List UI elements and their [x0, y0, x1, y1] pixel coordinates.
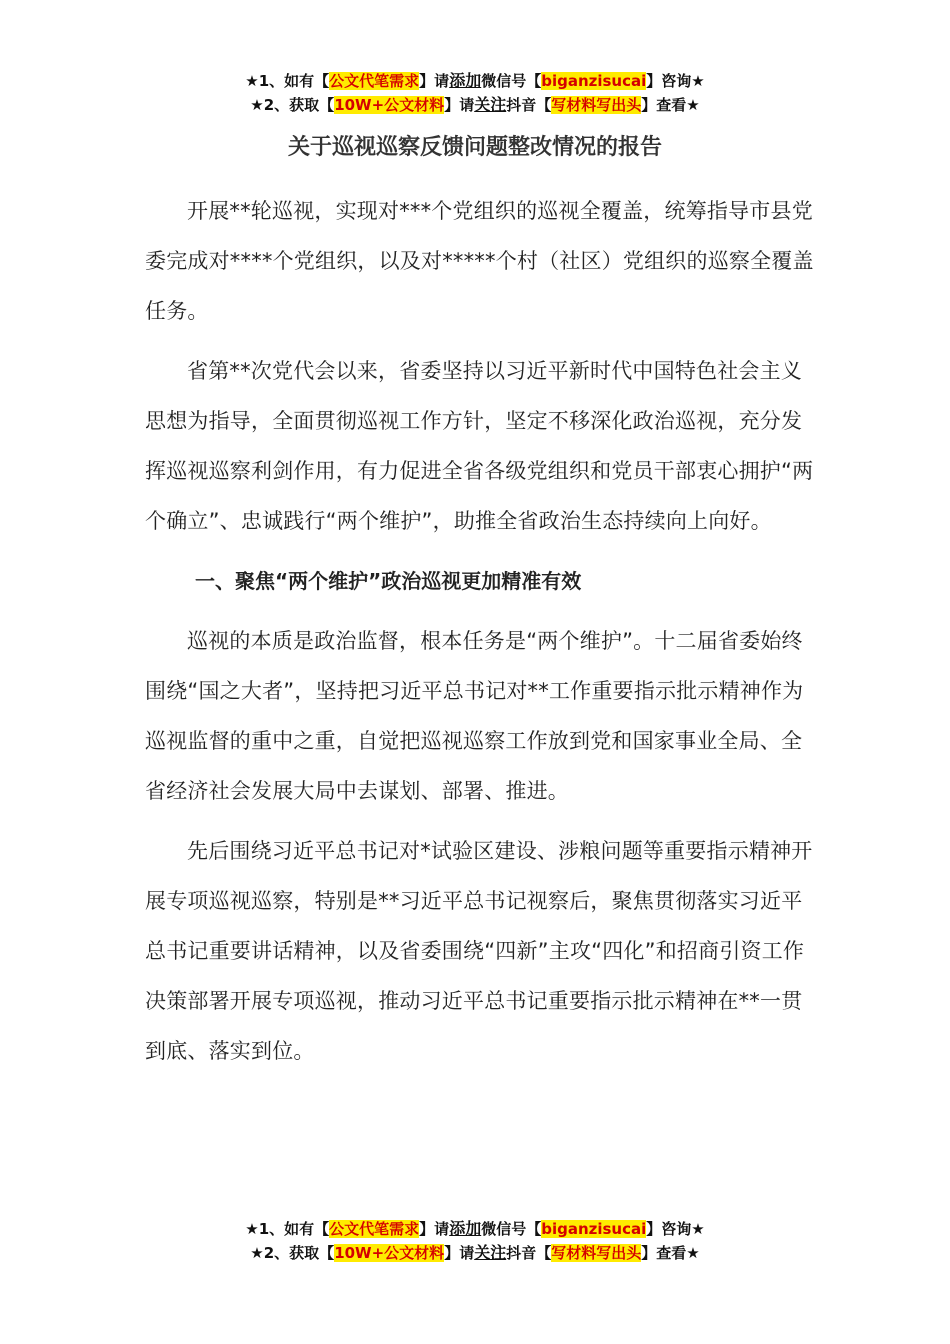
highlight-service: 公文代笔需求: [329, 1220, 420, 1238]
highlight-materials: 10W+公文材料: [334, 1244, 445, 1262]
banner-line-2: ★2、获取【10W+公文材料】请关注抖音【写材料写出头】查看★: [250, 1243, 700, 1262]
highlight-wechat-id: biganzisucai: [541, 72, 647, 90]
paragraph-1: 开展**轮巡视，实现对***个党组织的巡视全覆盖，统筹指导市县党委完成对****个党组织，以及对*****个村（社区）党组织的巡察全覆盖任务。: [145, 199, 814, 323]
highlight-douyin-account: 写材料写出头: [551, 1244, 642, 1262]
document-body: [145, 186, 815, 1086]
banner-line-2: ★2、获取【10W+公文材料】请关注抖音【写材料写出头】查看★: [250, 95, 700, 114]
paragraph-3: 巡视的本质是政治监督，根本任务是“两个维护”。十二届省委始终围绕“国之大者”，坚持把习近平总书记对**工作重要指示批示精神作为巡视监督的重中之重，自觉把巡视巡察工作放到党和国家事业全局、全省经济社会发展大局中去谋划、部署、推进。: [145, 629, 804, 803]
highlight-materials: 10W+公文材料: [334, 96, 445, 114]
section-heading-1: 一、聚焦“两个维护”政治巡视更加精准有效: [195, 569, 582, 593]
footer-banner: [0, 1217, 950, 1265]
header-banner: [0, 69, 950, 117]
paragraph-4: 先后围绕习近平总书记对*试验区建设、涉粮问题等重要指示精神开展专项巡视巡察，特别是**习近平总书记视察后，聚焦贯彻落实习近平总书记重要讲话精神，以及省委围绕“四新”主攻“四化”和招商引资工作决策部署开展专项巡视，推动习近平总书记重要指示批示精神在**一贯到底、落实到位。: [145, 839, 813, 1063]
document-title: 关于巡视巡察反馈问题整改情况的报告: [287, 135, 662, 160]
highlight-douyin-account: 写材料写出头: [551, 96, 642, 114]
banner-line-1: ★1、如有【公文代笔需求】请添加微信号【biganzisucai】咨询★: [245, 71, 705, 90]
highlight-service: 公文代笔需求: [329, 72, 420, 90]
highlight-wechat-id: biganzisucai: [541, 1220, 647, 1238]
banner-line-1: ★1、如有【公文代笔需求】请添加微信号【biganzisucai】咨询★: [245, 1219, 705, 1238]
paragraph-2: 省第**次党代会以来，省委坚持以习近平新时代中国特色社会主义思想为指导，全面贯彻巡视工作方针，坚定不移深化政治巡视，充分发挥巡视巡察利剑作用，有力促进全省各级党组织和党员干部衷心拥护“两个确立”、忠诚践行“两个维护”，助推全省政治生态持续向上向好。: [145, 359, 814, 533]
